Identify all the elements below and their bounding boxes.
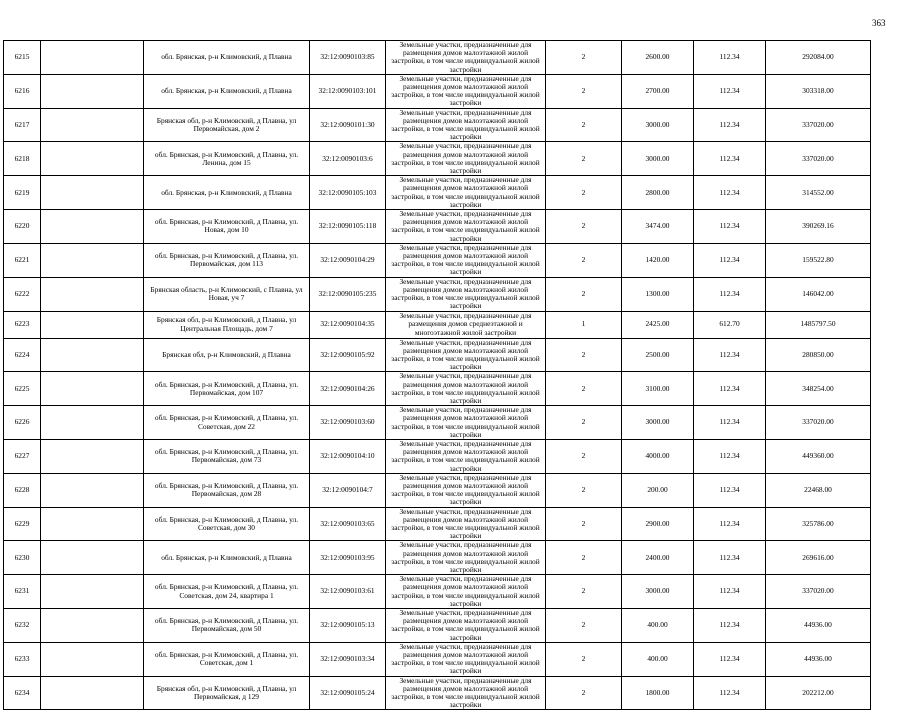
address-cell: Брянская обл, р-н Климовский, д Плавна, ул Центральная Площадь, дом 7: [144, 311, 310, 338]
specific-value-cell: 112.34: [694, 541, 766, 575]
address-cell: обл. Брянская, р-н Климовский, д Плавна: [144, 176, 310, 210]
row-number-cell: 6215: [4, 41, 41, 75]
blank-cell: [41, 575, 144, 609]
cadastral-value-cell: 325786.00: [766, 507, 871, 541]
address-cell: обл. Брянская, р-н Климовский, д Плавна: [144, 541, 310, 575]
cadastral-number-cell: 32:12:0090104:29: [310, 243, 386, 277]
blank-cell: [41, 473, 144, 507]
group-cell: 2: [546, 277, 622, 311]
table-row: [4, 541, 871, 575]
cadastral-number-cell: 32:12:0090105:235: [310, 277, 386, 311]
group-cell: 2: [546, 210, 622, 244]
land-use-cell: Земельные участки, предназначенные для размещения домов малоэтажной жилой застройки, в том числе индивидуальной жилой застройки: [386, 372, 546, 406]
blank-cell: [41, 372, 144, 406]
cadastral-number-cell: 32:12:0090103:85: [310, 41, 386, 75]
table-row: [4, 406, 871, 440]
blank-cell: [41, 243, 144, 277]
address-cell: Брянская обл, р-н Климовский, д Плавна, ул Первомайская, д 129: [144, 676, 310, 710]
area-cell: 200.00: [622, 473, 694, 507]
area-cell: 3000.00: [622, 108, 694, 142]
table-row: [4, 575, 871, 609]
address-cell: обл. Брянская, р-н Климовский, д Плавна, ул. Первомайская, дом 107: [144, 372, 310, 406]
table-row: [4, 507, 871, 541]
row-number-cell: 6216: [4, 74, 41, 108]
land-use-cell: Земельные участки, предназначенные для размещения домов малоэтажной жилой застройки, в том числе индивидуальной жилой застройки: [386, 406, 546, 440]
cadastral-value-table: [3, 40, 871, 710]
blank-cell: [41, 541, 144, 575]
row-number-cell: 6220: [4, 210, 41, 244]
blank-cell: [41, 439, 144, 473]
land-use-cell: Земельные участки, предназначенные для размещения домов малоэтажной жилой застройки, в том числе индивидуальной жилой застройки: [386, 609, 546, 643]
cadastral-number-cell: 32:12:0090104:26: [310, 372, 386, 406]
address-cell: обл. Брянская, р-н Климовский, д Плавна, ул. Первомайская, дом 73: [144, 439, 310, 473]
specific-value-cell: 112.34: [694, 41, 766, 75]
specific-value-cell: 112.34: [694, 176, 766, 210]
group-cell: 2: [546, 74, 622, 108]
cadastral-number-cell: 32:12:0090103:101: [310, 74, 386, 108]
area-cell: 3000.00: [622, 142, 694, 176]
group-cell: 2: [546, 108, 622, 142]
table-row: [4, 176, 871, 210]
land-use-cell: Земельные участки, предназначенные для размещения домов малоэтажной жилой застройки, в том числе индивидуальной жилой застройки: [386, 41, 546, 75]
specific-value-cell: 112.34: [694, 210, 766, 244]
cadastral-value-cell: 202212.00: [766, 676, 871, 710]
area-cell: 2600.00: [622, 41, 694, 75]
group-cell: 1: [546, 311, 622, 338]
address-cell: обл. Брянская, р-н Климовский, д Плавна, ул. Ленина, дом 15: [144, 142, 310, 176]
row-number-cell: 6225: [4, 372, 41, 406]
land-use-cell: Земельные участки, предназначенные для размещения домов малоэтажной жилой застройки, в том числе индивидуальной жилой застройки: [386, 541, 546, 575]
land-use-cell: Земельные участки, предназначенные для размещения домов среднеэтажной и многоэтажной жилой застройки: [386, 311, 546, 338]
area-cell: 2800.00: [622, 176, 694, 210]
cadastral-number-cell: 32:12:0090103:60: [310, 406, 386, 440]
group-cell: 2: [546, 41, 622, 75]
area-cell: 3000.00: [622, 575, 694, 609]
specific-value-cell: 112.34: [694, 507, 766, 541]
address-cell: обл. Брянская, р-н Климовский, д Плавна, ул. Первомайская, дом 113: [144, 243, 310, 277]
land-use-cell: Земельные участки, предназначенные для размещения домов малоэтажной жилой застройки, в том числе индивидуальной жилой застройки: [386, 74, 546, 108]
group-cell: 2: [546, 676, 622, 710]
table-row: [4, 676, 871, 710]
cadastral-number-cell: 32:12:0090103:34: [310, 642, 386, 676]
area-cell: 2425.00: [622, 311, 694, 338]
row-number-cell: 6218: [4, 142, 41, 176]
address-cell: обл. Брянская, р-н Климовский, д Плавна, ул. Первомайская, дом 50: [144, 609, 310, 643]
land-use-cell: Земельные участки, предназначенные для размещения домов малоэтажной жилой застройки, в том числе индивидуальной жилой застройки: [386, 473, 546, 507]
blank-cell: [41, 311, 144, 338]
table-row: [4, 41, 871, 75]
specific-value-cell: 112.34: [694, 473, 766, 507]
cadastral-number-cell: 32:12:0090103:6: [310, 142, 386, 176]
blank-cell: [41, 41, 144, 75]
group-cell: 2: [546, 642, 622, 676]
cadastral-value-cell: 390269.16: [766, 210, 871, 244]
cadastral-number-cell: 32:12:0090104:7: [310, 473, 386, 507]
area-cell: 1300.00: [622, 277, 694, 311]
cadastral-value-cell: 269616.00: [766, 541, 871, 575]
group-cell: 2: [546, 243, 622, 277]
cadastral-number-cell: 32:12:0090105:92: [310, 338, 386, 372]
page-number: 363: [872, 18, 886, 28]
land-use-cell: Земельные участки, предназначенные для размещения домов малоэтажной жилой застройки, в том числе индивидуальной жилой застройки: [386, 210, 546, 244]
specific-value-cell: 112.34: [694, 372, 766, 406]
group-cell: 2: [546, 541, 622, 575]
specific-value-cell: 112.34: [694, 277, 766, 311]
land-use-cell: Земельные участки, предназначенные для размещения домов малоэтажной жилой застройки, в том числе индивидуальной жилой застройки: [386, 176, 546, 210]
area-cell: 400.00: [622, 642, 694, 676]
cadastral-number-cell: 32:12:0090103:65: [310, 507, 386, 541]
cadastral-value-cell: 314552.00: [766, 176, 871, 210]
area-cell: 2500.00: [622, 338, 694, 372]
cadastral-number-cell: 32:12:0090105:13: [310, 609, 386, 643]
cadastral-value-cell: 449360.00: [766, 439, 871, 473]
blank-cell: [41, 338, 144, 372]
cadastral-value-cell: 1485797.50: [766, 311, 871, 338]
cadastral-number-cell: 32:12:0090101:30: [310, 108, 386, 142]
specific-value-cell: 112.34: [694, 609, 766, 643]
row-number-cell: 6224: [4, 338, 41, 372]
cadastral-value-cell: 44936.00: [766, 609, 871, 643]
blank-cell: [41, 108, 144, 142]
blank-cell: [41, 406, 144, 440]
address-cell: Брянская обл, р-н Климовский, д Плавна: [144, 338, 310, 372]
table-row: [4, 311, 871, 338]
blank-cell: [41, 74, 144, 108]
land-use-cell: Земельные участки, предназначенные для размещения домов малоэтажной жилой застройки, в том числе индивидуальной жилой застройки: [386, 142, 546, 176]
area-cell: 3100.00: [622, 372, 694, 406]
area-cell: 1800.00: [622, 676, 694, 710]
address-cell: обл. Брянская, р-н Климовский, д Плавна, ул. Советская, дом 30: [144, 507, 310, 541]
row-number-cell: 6228: [4, 473, 41, 507]
address-cell: обл. Брянская, р-н Климовский, д Плавна, ул. Новая, дом 10: [144, 210, 310, 244]
cadastral-value-cell: 337020.00: [766, 142, 871, 176]
group-cell: 2: [546, 575, 622, 609]
table-body: [4, 41, 871, 710]
cadastral-number-cell: 32:12:0090104:35: [310, 311, 386, 338]
cadastral-value-cell: 337020.00: [766, 575, 871, 609]
address-cell: Брянская обл, р-н Климовский, д Плавна, ул Первомайская, дом 2: [144, 108, 310, 142]
cadastral-value-cell: 348254.00: [766, 372, 871, 406]
land-use-cell: Земельные участки, предназначенные для размещения домов малоэтажной жилой застройки, в том числе индивидуальной жилой застройки: [386, 439, 546, 473]
specific-value-cell: 112.34: [694, 406, 766, 440]
address-cell: обл. Брянская, р-н Климовский, д Плавна, ул. Советская, дом 1: [144, 642, 310, 676]
row-number-cell: 6234: [4, 676, 41, 710]
specific-value-cell: 112.34: [694, 108, 766, 142]
row-number-cell: 6227: [4, 439, 41, 473]
land-use-cell: Земельные участки, предназначенные для размещения домов малоэтажной жилой застройки, в том числе индивидуальной жилой застройки: [386, 642, 546, 676]
cadastral-number-cell: 32:12:0090105:103: [310, 176, 386, 210]
cadastral-value-cell: 303318.00: [766, 74, 871, 108]
address-cell: обл. Брянская, р-н Климовский, д Плавна, ул. Советская, дом 22: [144, 406, 310, 440]
cadastral-number-cell: 32:12:0090103:61: [310, 575, 386, 609]
cadastral-value-cell: 337020.00: [766, 108, 871, 142]
row-number-cell: 6221: [4, 243, 41, 277]
blank-cell: [41, 676, 144, 710]
cadastral-value-cell: 44936.00: [766, 642, 871, 676]
table-row: [4, 277, 871, 311]
specific-value-cell: 112.34: [694, 142, 766, 176]
blank-cell: [41, 277, 144, 311]
address-cell: обл. Брянская, р-н Климовский, д Плавна: [144, 41, 310, 75]
table-row: [4, 609, 871, 643]
specific-value-cell: 612.70: [694, 311, 766, 338]
specific-value-cell: 112.34: [694, 243, 766, 277]
blank-cell: [41, 176, 144, 210]
area-cell: 400.00: [622, 609, 694, 643]
row-number-cell: 6219: [4, 176, 41, 210]
blank-cell: [41, 609, 144, 643]
group-cell: 2: [546, 372, 622, 406]
area-cell: 3474.00: [622, 210, 694, 244]
specific-value-cell: 112.34: [694, 338, 766, 372]
table-row: [4, 338, 871, 372]
table-row: [4, 74, 871, 108]
group-cell: 2: [546, 473, 622, 507]
cadastral-value-cell: 22468.00: [766, 473, 871, 507]
area-cell: 2700.00: [622, 74, 694, 108]
land-use-cell: Земельные участки, предназначенные для размещения домов малоэтажной жилой застройки, в том числе индивидуальной жилой застройки: [386, 676, 546, 710]
row-number-cell: 6233: [4, 642, 41, 676]
cadastral-value-cell: 292084.00: [766, 41, 871, 75]
area-cell: 4000.00: [622, 439, 694, 473]
row-number-cell: 6222: [4, 277, 41, 311]
cadastral-value-cell: 337020.00: [766, 406, 871, 440]
address-cell: обл. Брянская, р-н Климовский, д Плавна, ул. Первомайская, дом 28: [144, 473, 310, 507]
table-row: [4, 439, 871, 473]
row-number-cell: 6217: [4, 108, 41, 142]
land-use-cell: Земельные участки, предназначенные для размещения домов малоэтажной жилой застройки, в том числе индивидуальной жилой застройки: [386, 507, 546, 541]
area-cell: 3000.00: [622, 406, 694, 440]
table-row: [4, 372, 871, 406]
table-row: [4, 108, 871, 142]
specific-value-cell: 112.34: [694, 575, 766, 609]
group-cell: 2: [546, 406, 622, 440]
row-number-cell: 6231: [4, 575, 41, 609]
cadastral-number-cell: 32:12:0090103:95: [310, 541, 386, 575]
specific-value-cell: 112.34: [694, 439, 766, 473]
group-cell: 2: [546, 609, 622, 643]
blank-cell: [41, 642, 144, 676]
blank-cell: [41, 507, 144, 541]
group-cell: 2: [546, 338, 622, 372]
row-number-cell: 6230: [4, 541, 41, 575]
area-cell: 2900.00: [622, 507, 694, 541]
area-cell: 2400.00: [622, 541, 694, 575]
table-row: [4, 243, 871, 277]
cadastral-value-cell: 159522.80: [766, 243, 871, 277]
blank-cell: [41, 142, 144, 176]
row-number-cell: 6226: [4, 406, 41, 440]
cadastral-number-cell: 32:12:0090105:24: [310, 676, 386, 710]
address-cell: обл. Брянская, р-н Климовский, д Плавна: [144, 74, 310, 108]
land-use-cell: Земельные участки, предназначенные для размещения домов малоэтажной жилой застройки, в том числе индивидуальной жилой застройки: [386, 277, 546, 311]
group-cell: 2: [546, 507, 622, 541]
land-use-cell: Земельные участки, предназначенные для размещения домов малоэтажной жилой застройки, в том числе индивидуальной жилой застройки: [386, 338, 546, 372]
table-row: [4, 473, 871, 507]
group-cell: 2: [546, 439, 622, 473]
specific-value-cell: 112.34: [694, 642, 766, 676]
specific-value-cell: 112.34: [694, 676, 766, 710]
row-number-cell: 6229: [4, 507, 41, 541]
row-number-cell: 6232: [4, 609, 41, 643]
group-cell: 2: [546, 142, 622, 176]
group-cell: 2: [546, 176, 622, 210]
table-row: [4, 142, 871, 176]
row-number-cell: 6223: [4, 311, 41, 338]
area-cell: 1420.00: [622, 243, 694, 277]
land-use-cell: Земельные участки, предназначенные для размещения домов малоэтажной жилой застройки, в том числе индивидуальной жилой застройки: [386, 108, 546, 142]
specific-value-cell: 112.34: [694, 74, 766, 108]
address-cell: обл. Брянская, р-н Климовский, д Плавна, ул. Советская, дом 24, квартира 1: [144, 575, 310, 609]
cadastral-number-cell: 32:12:0090104:10: [310, 439, 386, 473]
land-use-cell: Земельные участки, предназначенные для размещения домов малоэтажной жилой застройки, в том числе индивидуальной жилой застройки: [386, 243, 546, 277]
cadastral-number-cell: 32:12:0090105:118: [310, 210, 386, 244]
cadastral-value-cell: 280850.00: [766, 338, 871, 372]
cadastral-value-cell: 146042.00: [766, 277, 871, 311]
blank-cell: [41, 210, 144, 244]
table-row: [4, 210, 871, 244]
address-cell: Брянская область, р-н Климовский, с Плавна, ул Новая, уч 7: [144, 277, 310, 311]
land-use-cell: Земельные участки, предназначенные для размещения домов малоэтажной жилой застройки, в том числе индивидуальной жилой застройки: [386, 575, 546, 609]
table-row: [4, 642, 871, 676]
